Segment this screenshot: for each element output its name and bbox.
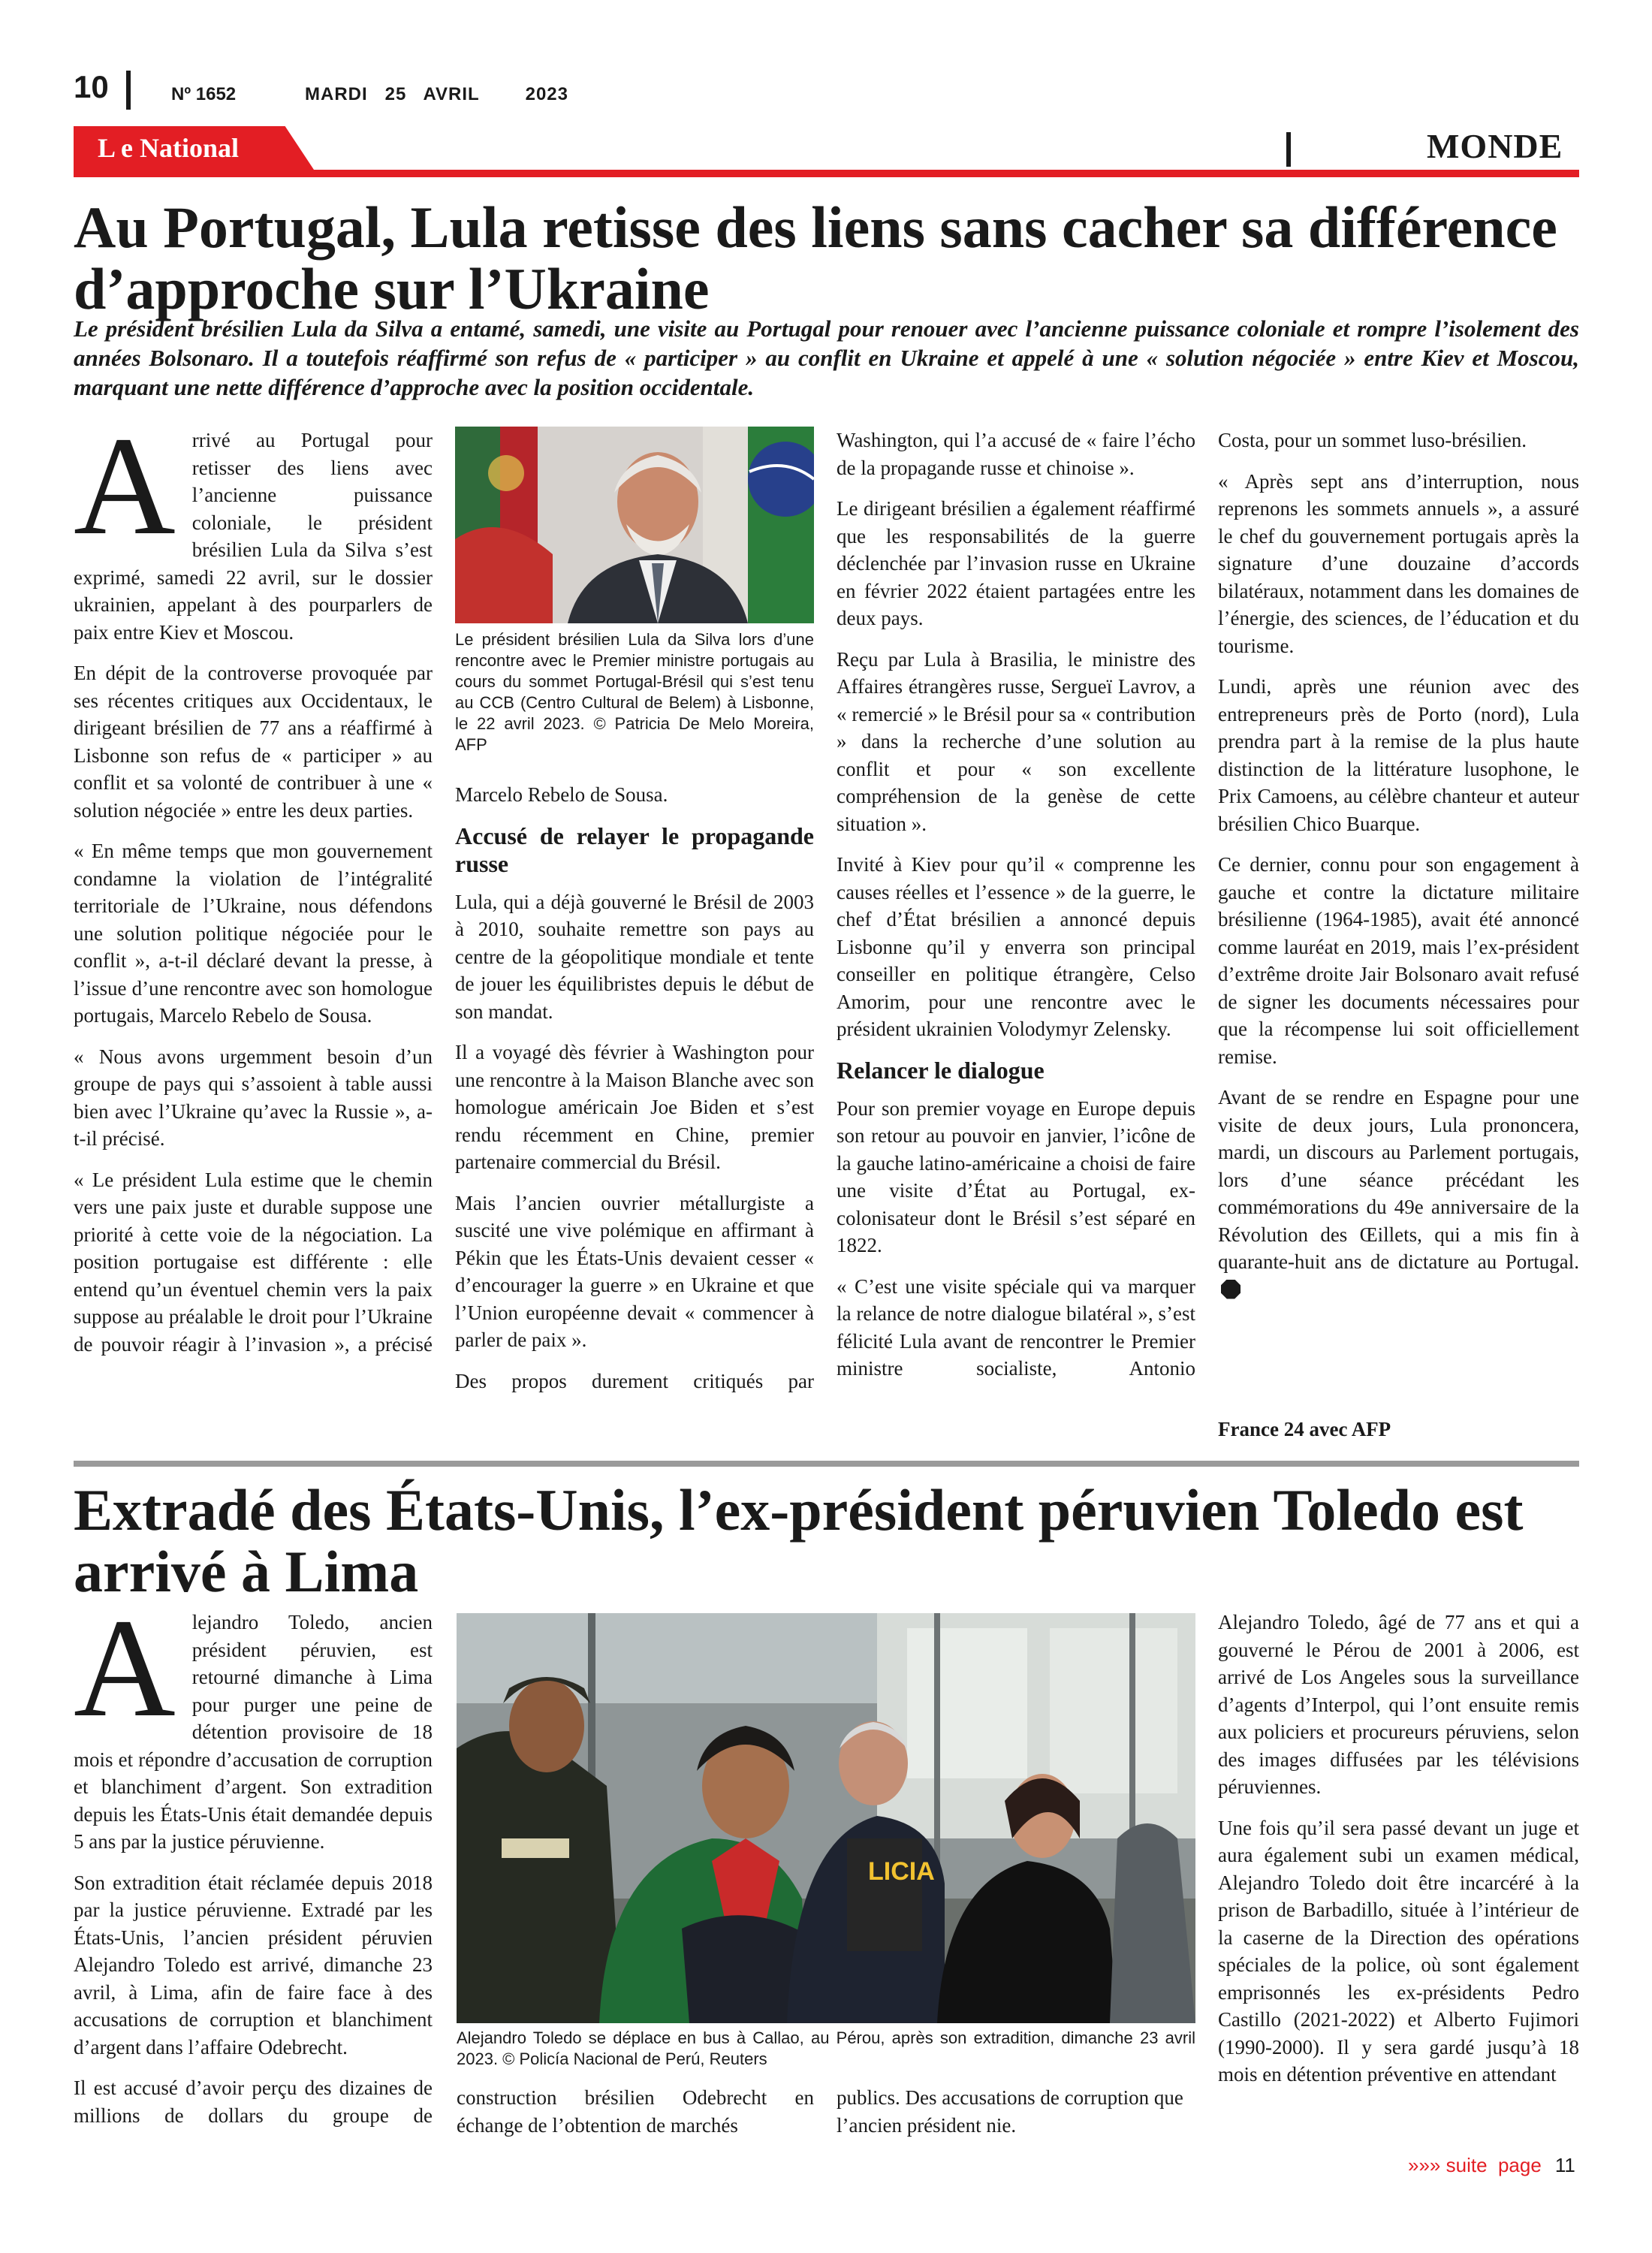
article1-dropcap: A xyxy=(74,407,176,564)
article2-column-2 xyxy=(457,2084,814,2152)
paragraph: Lula, qui a déjà gouverné le Brésil de 2003 à 2010, souhaite remettre son pays au centre de la géopolitique mondiale et tente de jouer les équilibristes depuis le début de son mandat. xyxy=(455,890,814,1023)
continued-page-number: 11 xyxy=(1554,2154,1575,2176)
paragraph: publics. Des accusations de corruption que l’ancien président nie. xyxy=(837,2086,1183,2137)
lula-photo-caption: Le président brésilien Lula da Silva lors d’une rencontre avec le Premier ministre portugais au cours du sommet Portugal-Brésil qui s’est tenu au CCB (Centro Cultural de Belem) à Lisbonne, le 22 avril 2023. © Patricia De Melo Moreira, AFP xyxy=(455,630,814,754)
article1-column-1 xyxy=(74,407,433,1371)
paragraph: En dépit de la controverse provoquée par ses récentes critiques aux Occidentaux, le dirigeant brésilien de 77 ans a réaffirmé à Lisbonne son refus de « participer » au conflit et sa volonté de contribuer à une « solution négociée » entre les deux parties. xyxy=(74,662,433,822)
issue-date: MARDI 25 AVRIL 2023 xyxy=(305,84,568,104)
paragraph: « Après sept ans d’interruption, nous reprenons les sommets annuels », a assuré le chef du gouvernement portugais après la signature d’une douzaine d’accords bilatéraux, notamment dans les domaines de l’énergie, des sciences, de l’éducation et du tourisme. xyxy=(1218,469,1579,657)
page-number: 10 xyxy=(74,69,109,104)
toledo-photo-caption: Alejandro Toledo se déplace en bus à Callao, au Pérou, après son extradition, dimanche 23 avril 2023. © Policía Nacional de Perú, Reuters xyxy=(457,2028,1195,2068)
paragraph: Washington, qui l’a accusé de « faire l’écho de la propagande russe et chinoise ». xyxy=(837,429,1195,479)
article-separator xyxy=(74,1461,1579,1467)
section-divider xyxy=(1286,132,1291,167)
paragraph: Lundi, après une réunion avec des entrepreneurs près de Porto (nord), Lula prendra part à la remise de la plus haute distinction de la littérature lusophone, le Prix Camoens, au célèbre chanteur et auteur brésilien Chico Buarque. xyxy=(1218,675,1579,835)
subheading: Relancer le dialogue xyxy=(837,1056,1045,1084)
paragraph: Alejandro Toledo, âgé de 77 ans et qui a gouverné le Pérou de 2001 à 2006, est arrivé de Los Angeles sous la surveillance d’agents d’Interpol, qui l’ont ensuite remis aux policiers et procureurs péruviens, selon des images diffusées par les télévisions péruviennes. xyxy=(1218,1611,1579,1798)
article1-column-4 xyxy=(1218,427,1579,1317)
article2-column-3 xyxy=(837,2084,1195,2152)
paragraph: Il a voyagé dès février à Washington pour une rencontre à la Maison Blanche avec son homologue américain Joe Biden et s’est rendu récemment en Chine, premier partenaire commercial du Brésil. xyxy=(455,1041,814,1173)
article2-dropcap: A xyxy=(74,1589,176,1746)
section-label: MONDE xyxy=(1427,127,1563,165)
paragraph: Le dirigeant brésilien a également réaffirmé que les responsabilités de la guerre déclenchée par l’invasion russe en Ukraine en février 2022 étaient partagées entre les deux pays. xyxy=(837,497,1195,629)
paragraph: Reçu par Lula à Brasilia, le ministre des Affaires étrangères russe, Sergueï Lavrov, a « remercié » le Brésil pour sa « contribution » dans la recherche d’une solution au conflit et pour « son excellente compréhension de la genèse de cette situation ». xyxy=(837,647,1195,835)
subheading: Accusé de relayer le propagande russe xyxy=(455,822,814,877)
paragraph-text: Avant de se rendre en Espagne pour une visite de deux jours, Lula prononcera, mardi, un discours au Parlement portugais, lors d’une séance précédant les commémorations du 49e anniversaire de la Révolution des Œillets, qui a mis fin à quarante-huit ans de dictature au Portugal. xyxy=(1218,1086,1579,1273)
article2-column-4 xyxy=(1218,1609,1579,2102)
end-of-article-icon xyxy=(1221,1280,1241,1299)
paragraph: Ce dernier, connu pour son engagement à gauche et contre la dictature militaire brésilienne (1964-1985), avait été annoncé comme lauréat en 2019, mais l’ex-président d’extrême droite Jair Bolsonaro avait refusé de signer les documents nécessaires pour que la récompense lui soit officiellement remise. xyxy=(1218,853,1579,1068)
continued-label: »»» suite page xyxy=(1408,2154,1542,2176)
paragraph: « Nous avons urgemment besoin d’un groupe de pays qui s’assoient à table aussi bien avec l’Ukraine qu’avec la Russie », a-t-il précisé. xyxy=(74,1045,433,1150)
article1-column-3 xyxy=(837,427,1195,1396)
paragraph: Il est accusé d’avoir perçu des dizaines de millions de dollars du groupe de xyxy=(74,2077,433,2127)
paragraph: lejandro Toledo, ancien président péruvien, est retourné dimanche à Lima pour purger une peine de détention provisoire de 18 mois et répondre d’accusation de corruption et blanchiment d’argent. Son extradition depuis les États-Unis était demandée depuis 5 ans par la justice péruvienne. xyxy=(74,1611,433,1853)
article2-headline: Extradé des États-Unis, l’ex-président péruvien Toledo est arrivé à Lima xyxy=(74,1477,1524,1604)
lula-photo xyxy=(455,427,814,623)
paragraph: Son extradition était réclamée depuis 2018 par la justice péruvienne. Extradé par les États-Unis, l’ancien président péruvien Alejandro Toledo est arrivé, dimanche 23 avril, à Lima, afin de faire face à des accusations de corruption et blanchiment d’argent dans l’affaire Odebrecht. xyxy=(74,1871,433,2058)
paragraph: « En même temps que mon gouvernement condamne la violation de l’intégralité territoriale de l’Ukraine, nous défendons une solution politique négociée pour le conflit », a-t-il déclaré devant la presse, à l’issue d’une rencontre avec son homologue portugais, Marcelo Rebelo de Sousa. xyxy=(74,840,433,1027)
paragraph: construction brésilien Odebrecht en échange de l’obtention de marchés xyxy=(457,2086,814,2137)
article1-credit: France 24 avec AFP xyxy=(1218,1418,1391,1440)
article2-column-1 xyxy=(74,1589,433,2143)
paragraph: Marcelo Rebelo de Sousa. xyxy=(455,783,668,806)
paragraph: Costa, pour un sommet luso-brésilien. xyxy=(1218,429,1527,451)
article1-lede: Le président brésilien Lula da Silva a entamé, samedi, une visite au Portugal pour renouer avec l’ancienne puissance coloniale et rompre l’isolement des années Bolsonaro. Il a toutefois réaffirmé son refus de « participer » au conflit en Ukraine et appelé à une « solution négociée » entre Kiev et Moscou, marquant une nette différence d’approche avec la position occidentale. xyxy=(74,315,1579,400)
article1-headline: Au Portugal, Lula retisse des liens sans cacher sa différence d’approche sur l’Ukraine xyxy=(74,195,1557,321)
paragraph: rrivé au Portugal pour retisser des liens avec l’ancienne puissance coloniale, le président brésilien Lula da Silva s’est exprimé, samedi 22 avril, sur le dossier ukrainien, appelant à des pourparlers de paix entre Kiev et Moscou. xyxy=(74,429,433,644)
article1-column-2 xyxy=(455,781,814,1408)
paragraph: Pour son premier voyage en Europe depuis son retour au pouvoir en janvier, l’icône de la gauche latino-américaine a choisi de faire une visite d’État au Portugal, ex-colonisateur dont le Brésil s’est séparé en 1822. xyxy=(837,1096,1195,1256)
paragraph: « C’est une visite spéciale qui va marquer la relance de notre dialogue bilatéral », s’est félicité Lula avant de rencontrer le Premier ministre socialiste, Antonio xyxy=(837,1274,1195,1380)
police-vest-text: LICIA xyxy=(868,1857,935,1886)
issue-number: Nº 1652 xyxy=(171,84,237,104)
page-number-divider xyxy=(126,71,131,110)
paragraph: Une fois qu’il sera passé devant un juge et aura également subi un examen médical, Alejandro Toledo doit être incarcéré à la prison de Barbadillo, située à l’intérieur de la caserne de la Direction des opérations spéciales de la police, où sont également emprisonnés les ex-présidents Pedro Castillo (2021-2022) et Alberto Fujimori (1990-2000). Il y sera gardé jusqu’à 18 mois en détention préventive en attendant xyxy=(1218,1816,1579,2086)
toledo-photo xyxy=(457,1613,1195,2023)
header-rule xyxy=(74,170,1579,177)
paragraph: Invité à Kiev pour qu’il « comprenne les causes réelles et l’essence » de la guerre, le chef d’État brésilien a annoncé depuis Lisbonne qu’il y enverra son principal conseiller en politique étrangère, Celso Amorim, pour une rencontre avec le président ukrainien Volodymyr Zelensky. xyxy=(837,853,1195,1040)
paragraph: Mais l’ancien ouvrier métallurgiste a suscité une vive polémique en affirmant à Pékin que les États-Unis devaient cesser « d’encourager la guerre » en Ukraine et que l’Union européenne devait « commencer à parler de paix ». xyxy=(455,1191,814,1351)
paragraph: « Le président Lula estime que le chemin vers une paix juste et durable suppose une priorité à cette voie de la négociation. La position portugaise est différente : elle entend qu’un éventuel chemin vers la paix suppose au préalable le droit pour l’Ukraine de pouvoir réagir à l’invasion », a précisé xyxy=(74,1168,433,1356)
paragraph: Des propos durement critiqués par xyxy=(455,1369,814,1392)
paragraph xyxy=(1218,1084,1579,1303)
continued-on-page[interactable] xyxy=(1408,2154,1575,2177)
newspaper-brand: L e National xyxy=(98,133,240,163)
